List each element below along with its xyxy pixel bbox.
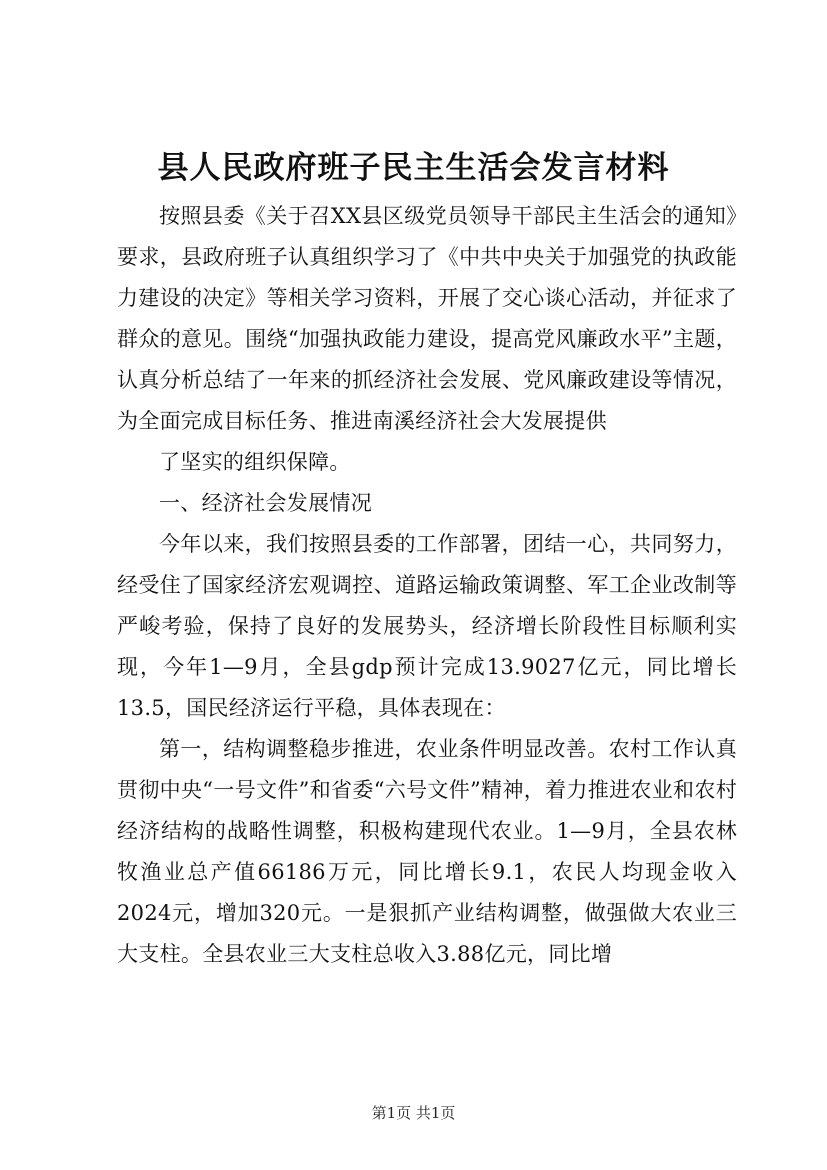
paragraph-economy: 今年以来，我们按照县委的工作部署，团结一心，共同努力，经受住了国家经济宏观调控、道路运输政策调整、军工企业改制等严峻考验，保持了良好的发展势头，经济增长阶段性目标顺利实现，今年1—9月，全县gdp预计完成13.9027亿元，同比增长13.5，国民经济运行平稳，具体表现在： [117,532,737,720]
document-body [117,196,737,975]
section-heading: 一、经济社会发展情况 [159,491,372,515]
page-number-footer: 第1页 共1页 [371,1104,456,1122]
document-title: 县人民政府班子民主生活会发言材料 [157,150,670,186]
paragraph-agriculture: 第一，结构调整稳步推进，农业条件明显改善。农村工作认真贯彻中央“一号文件”和省委“六号文件”精神，着力推进农业和农村经济结构的战略性调整，积极构建现代农业。1—9月，全县农林牧渔业总产值66186万元，同比增长9.1，农民人均现金收入2024元，增加320元。一是狠抓产业结构调整，做强做大农业三大支柱。全县农业三大支柱总收入3.88亿元，同比增 [117,737,737,966]
paragraph-intro: 按照县委《关于召XX县区级党员领导干部民主生活会的通知》要求，县政府班子认真组织学习了《中共中央关于加强党的执政能力建设的决定》等相关学习资料，开展了交心谈心活动，并征求了群众的意见。围绕“加强执政能力建设，提高党风廉政水平”主题，认真分析总结了一年来的抓经济社会发展、党风廉政建设等情况，为全面完成目标任务、推进南溪经济社会大发展提供 [117,204,737,433]
paragraph-intro-continued: 了坚实的组织保障。 [159,450,351,474]
